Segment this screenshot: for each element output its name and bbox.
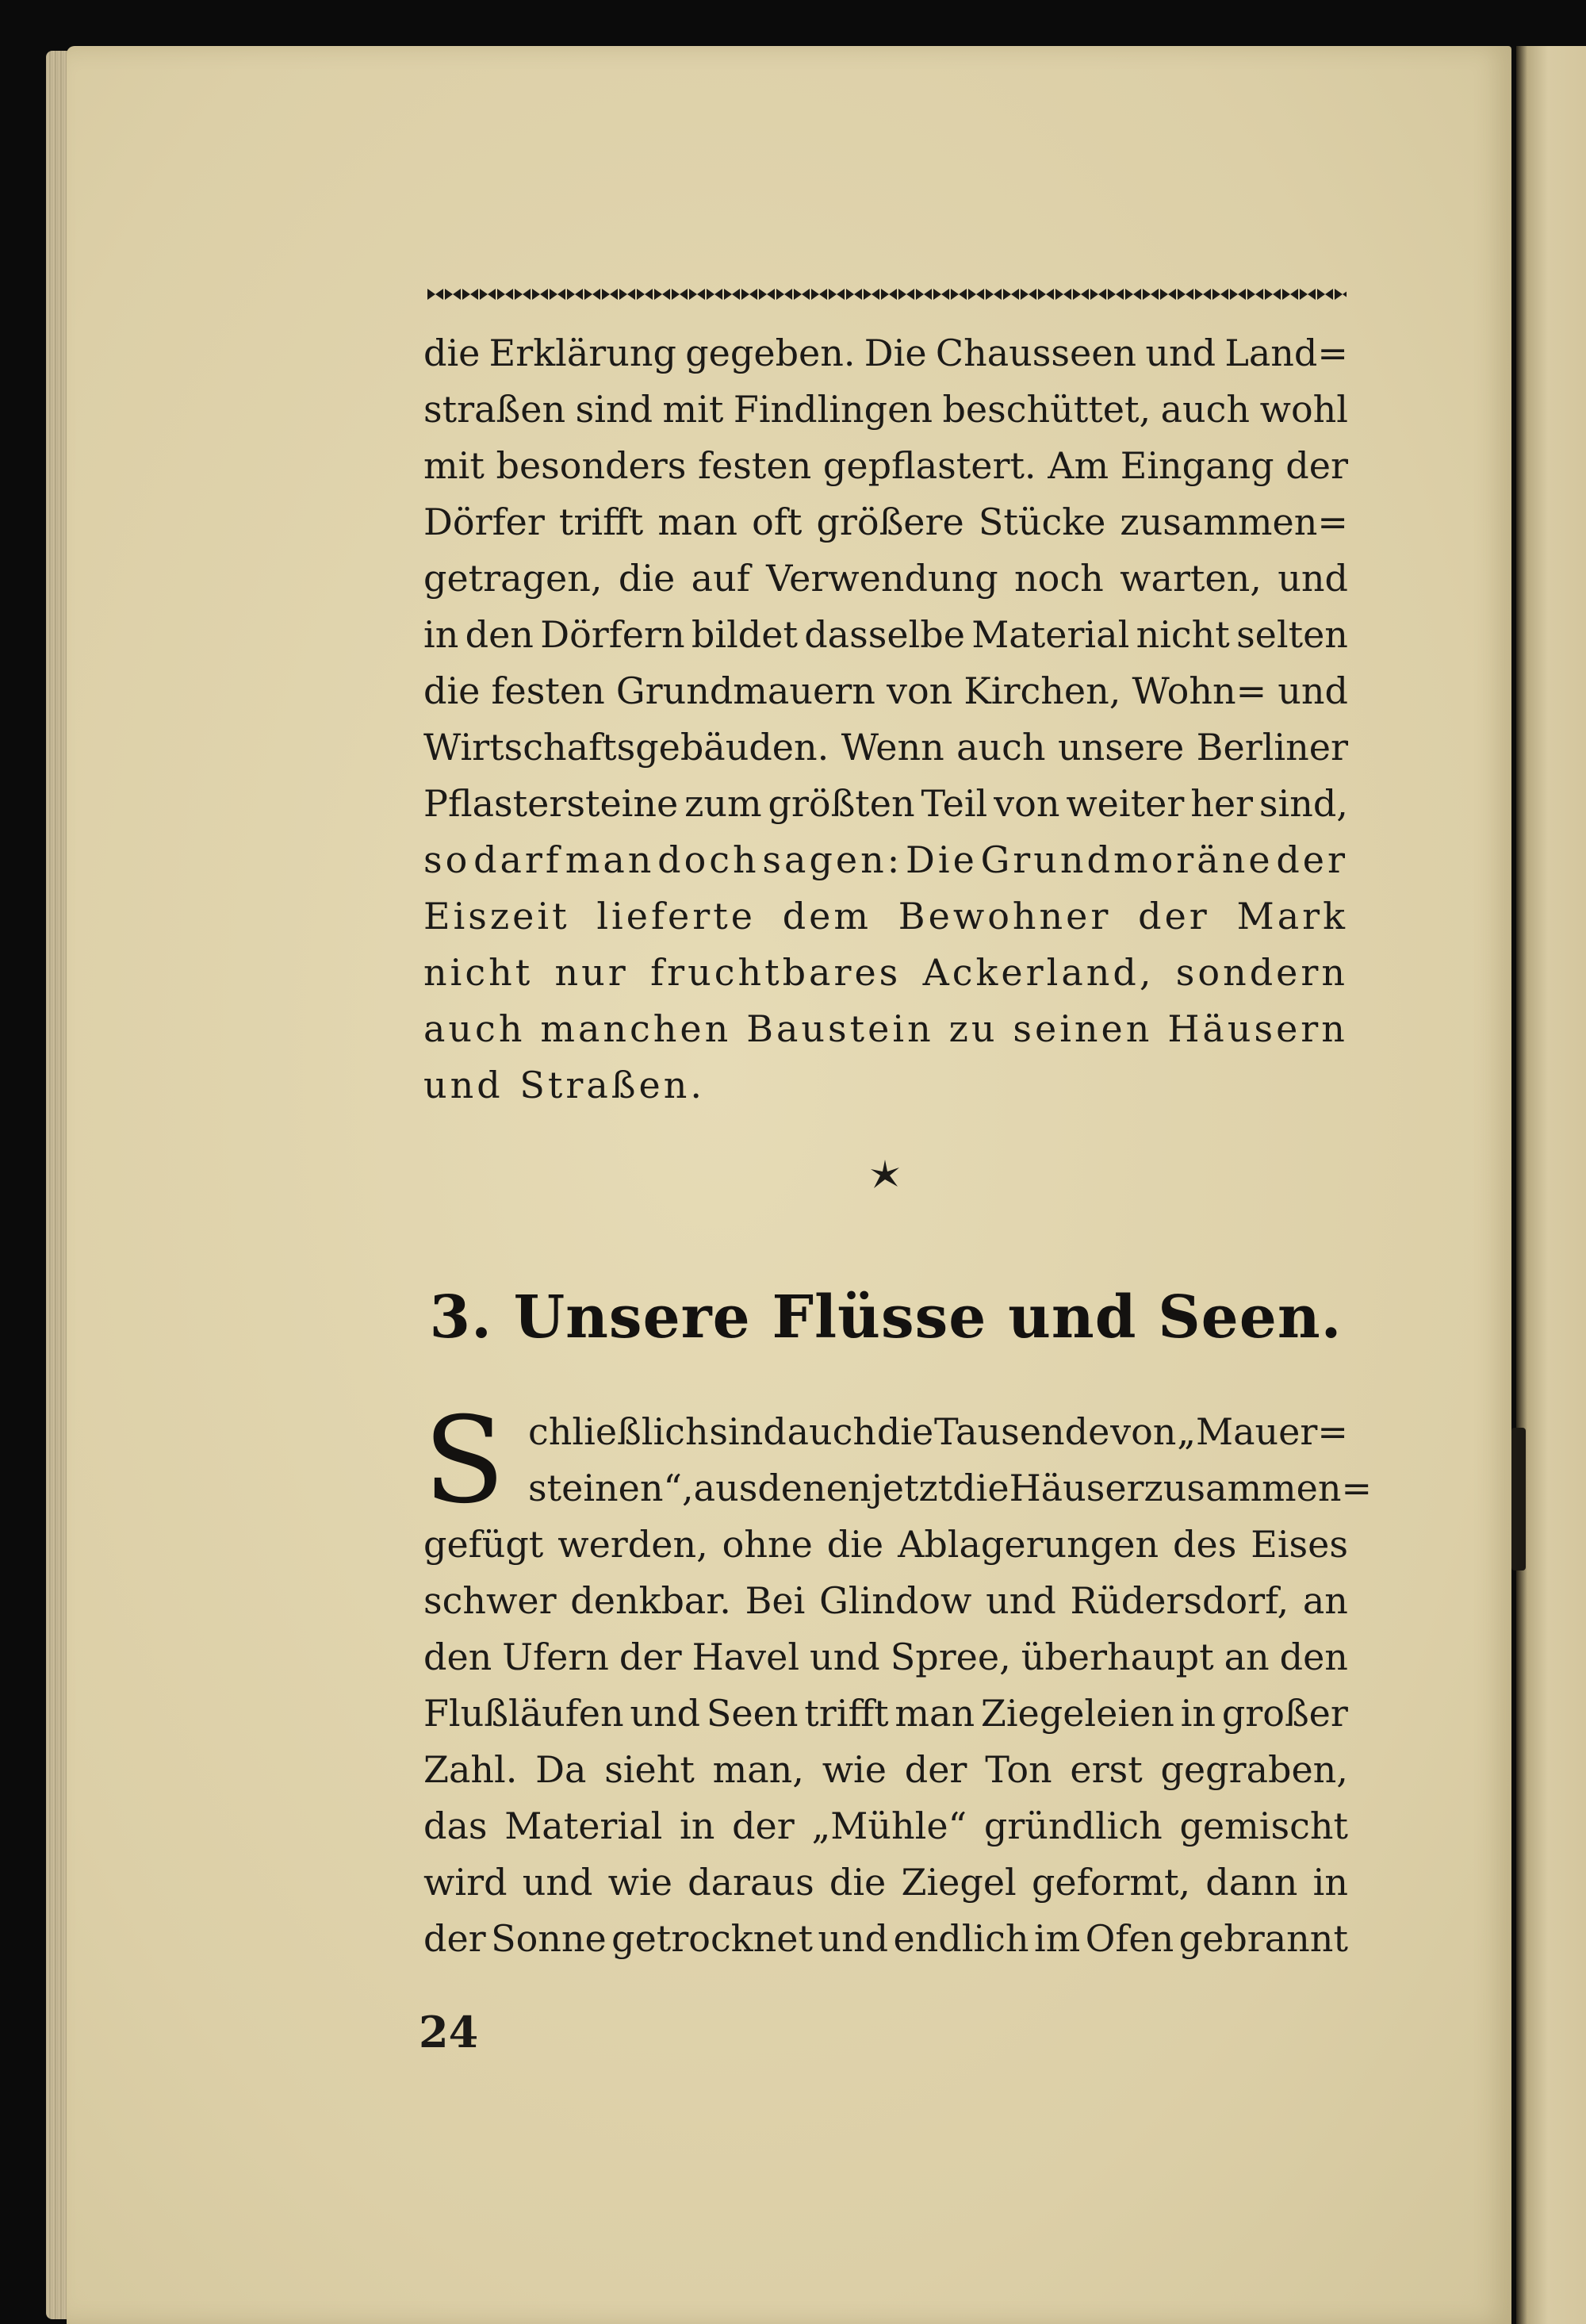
word: gepflastert. xyxy=(822,444,1036,487)
word: dann xyxy=(1205,1861,1298,1904)
word: noch xyxy=(1014,557,1104,600)
word: man xyxy=(895,1692,975,1735)
word: und xyxy=(810,1636,880,1678)
word: Grundmoräne xyxy=(980,838,1274,881)
word: wohl xyxy=(1259,388,1348,431)
word: Ufern xyxy=(502,1636,609,1678)
word: lieferte xyxy=(596,895,756,938)
word: Ackerland, xyxy=(922,951,1155,994)
text-line xyxy=(423,776,1348,832)
word: straßen xyxy=(423,388,566,431)
word: auch xyxy=(423,1007,526,1050)
word: denkbar. xyxy=(570,1579,731,1622)
word: des xyxy=(1173,1523,1237,1566)
word: der xyxy=(423,1917,486,1960)
word: bildet xyxy=(691,613,798,656)
word: getrocknet xyxy=(611,1917,813,1960)
word: man, xyxy=(712,1748,804,1791)
text-line xyxy=(423,494,1348,550)
word: endlich xyxy=(893,1917,1029,1960)
word: darf xyxy=(473,838,562,881)
word: und xyxy=(630,1692,701,1735)
word: besonders xyxy=(496,444,687,487)
word: gemischt xyxy=(1179,1804,1348,1847)
word: Zahl. xyxy=(423,1748,518,1791)
word: Bewohner xyxy=(898,895,1112,938)
word: daraus xyxy=(688,1861,814,1904)
word: mit xyxy=(423,444,485,487)
word: selten xyxy=(1236,613,1348,656)
text-line xyxy=(423,1573,1348,1629)
word: die xyxy=(423,669,481,712)
word: Eiszeit xyxy=(423,895,570,938)
section-paragraph xyxy=(423,1392,1373,1967)
word: sieht xyxy=(604,1748,695,1791)
drop-cap: S xyxy=(423,1392,505,1530)
word: überhaupt xyxy=(1021,1636,1214,1678)
word: Sonne xyxy=(491,1917,607,1960)
word: zu xyxy=(948,1007,998,1050)
page-number: 24 xyxy=(419,2007,479,2057)
word: Pflastersteine xyxy=(423,782,679,825)
word: von xyxy=(994,782,1060,825)
word: sondern xyxy=(1175,951,1348,994)
word: Tausende xyxy=(934,1410,1110,1453)
text-line xyxy=(423,1057,1348,1114)
text-line xyxy=(423,325,1348,382)
word: trifft xyxy=(558,500,644,543)
word: der xyxy=(1138,895,1210,938)
word: manchen xyxy=(540,1007,732,1050)
text-line xyxy=(528,1460,1373,1517)
word: Stücke xyxy=(978,500,1106,543)
word: wie xyxy=(822,1748,887,1791)
word: in xyxy=(423,613,459,656)
word: festen xyxy=(491,669,605,712)
word: fruchtbares xyxy=(650,951,902,994)
word: Havel xyxy=(691,1636,800,1678)
word: her xyxy=(1190,782,1254,825)
word: die xyxy=(952,1467,1009,1509)
word: und xyxy=(818,1917,889,1960)
word: Baustein xyxy=(746,1007,934,1050)
word: ohne xyxy=(722,1523,813,1566)
word: und xyxy=(522,1861,593,1904)
bowtie-border-ornament xyxy=(427,287,1347,301)
word: der xyxy=(619,1636,682,1678)
word: gegraben, xyxy=(1160,1748,1348,1791)
word: dem xyxy=(782,895,872,938)
word: Da xyxy=(535,1748,587,1791)
facing-page-edge xyxy=(1516,46,1586,2324)
word: den xyxy=(465,613,534,656)
word: größten xyxy=(768,782,915,825)
text-line xyxy=(423,607,1348,663)
word: schwer xyxy=(423,1579,557,1622)
word: warten, xyxy=(1120,557,1262,600)
text-line xyxy=(423,1629,1348,1685)
word: geformt, xyxy=(1031,1861,1191,1904)
word: in xyxy=(1180,1692,1216,1735)
word: man xyxy=(565,838,655,881)
word: Wohn= xyxy=(1132,669,1267,712)
word: die xyxy=(618,557,676,600)
word: und xyxy=(1278,557,1348,600)
word: das xyxy=(423,1804,488,1847)
word: Ofen xyxy=(1085,1917,1174,1960)
word: und xyxy=(1145,332,1216,374)
text-line xyxy=(423,382,1348,438)
word: die xyxy=(423,332,481,374)
word: sagen: xyxy=(762,838,903,881)
word: seinen xyxy=(1013,1007,1153,1050)
text-line xyxy=(423,1517,1348,1573)
word: Findlingen xyxy=(733,388,933,431)
word: den xyxy=(1279,1636,1348,1678)
word: Rüdersdorf, xyxy=(1070,1579,1289,1622)
word: in xyxy=(680,1804,715,1847)
word: Eingang xyxy=(1120,444,1274,487)
word: den xyxy=(423,1636,492,1678)
word: auch xyxy=(1160,388,1251,431)
word: in xyxy=(1312,1861,1348,1904)
word: Material xyxy=(971,613,1130,656)
word: Flußläufen xyxy=(423,1692,624,1735)
word: so xyxy=(423,838,471,881)
section-heading: 3. Unsere Flüsse und Seen. xyxy=(429,1283,1343,1352)
text-line xyxy=(423,1798,1348,1854)
body-paragraph xyxy=(423,325,1348,1114)
text-line xyxy=(423,550,1348,607)
word: Mark xyxy=(1236,895,1348,938)
text-line xyxy=(423,1001,1348,1057)
word: steinen“, xyxy=(528,1467,694,1509)
word: sind xyxy=(709,1410,787,1453)
word: dasselbe xyxy=(804,613,965,656)
asterisk-star-icon xyxy=(868,1158,902,1193)
word: Material xyxy=(504,1804,663,1847)
word: mit xyxy=(662,388,724,431)
word: getragen, xyxy=(423,557,603,600)
word: Teil xyxy=(921,782,988,825)
word: gefügt xyxy=(423,1523,544,1566)
word: zum xyxy=(684,782,762,825)
word: nur xyxy=(554,951,629,994)
word: im xyxy=(1033,1917,1081,1960)
word: wie xyxy=(607,1861,672,1904)
word: Eises xyxy=(1251,1523,1348,1566)
word: und xyxy=(423,1064,504,1106)
word: Ablagerungen xyxy=(898,1523,1159,1566)
word: Berliner xyxy=(1196,726,1348,769)
word: Land= xyxy=(1224,332,1348,374)
word: Ziegel xyxy=(901,1861,1017,1904)
text-line xyxy=(423,832,1348,888)
word: doch xyxy=(657,838,760,881)
word: von xyxy=(1110,1410,1177,1453)
word: unsere xyxy=(1057,726,1185,769)
word: weiter xyxy=(1066,782,1185,825)
word: „Mauer= xyxy=(1177,1410,1348,1453)
word: festen xyxy=(698,444,812,487)
word: Am xyxy=(1048,444,1109,487)
word: sind, xyxy=(1258,782,1348,825)
word: von xyxy=(886,669,953,712)
word: gründlich xyxy=(983,1804,1163,1847)
word: auf xyxy=(691,557,750,600)
text-line xyxy=(423,663,1348,719)
word: die xyxy=(826,1523,884,1566)
word: aus xyxy=(693,1467,758,1509)
word: Dörfern xyxy=(540,613,685,656)
word: Dörfer xyxy=(423,500,545,543)
word: zusammen= xyxy=(1120,500,1348,543)
word: Straßen. xyxy=(519,1064,705,1106)
word: zusammen= xyxy=(1144,1467,1373,1509)
word: der xyxy=(1276,838,1348,881)
word: die xyxy=(829,1861,887,1904)
word: Häusern xyxy=(1167,1007,1348,1050)
binding-clip xyxy=(1511,1428,1526,1570)
word: der xyxy=(1285,444,1348,487)
word: Seen xyxy=(706,1692,799,1735)
word: auch xyxy=(956,726,1046,769)
word: gegeben. xyxy=(685,332,856,374)
word: Erklärung xyxy=(488,332,676,374)
word: Ziegeleien xyxy=(980,1692,1174,1735)
text-line xyxy=(423,1685,1348,1742)
word: und xyxy=(1278,669,1348,712)
word: Glindow xyxy=(819,1579,972,1622)
word: der xyxy=(732,1804,795,1847)
word: Kirchen, xyxy=(963,669,1121,712)
word: trifft xyxy=(804,1692,889,1735)
word: Verwendung xyxy=(766,557,998,600)
word: wird xyxy=(423,1861,508,1904)
word: Die xyxy=(864,332,927,374)
word: Wenn xyxy=(841,726,944,769)
text-line xyxy=(528,1404,1348,1460)
text-line xyxy=(423,438,1348,494)
word: Chausseen xyxy=(935,332,1137,374)
word: denen xyxy=(757,1467,872,1509)
word: werden, xyxy=(557,1523,708,1566)
word: Die xyxy=(905,838,978,881)
word: gebrannt xyxy=(1178,1917,1348,1960)
text-line xyxy=(423,719,1348,776)
word: Wirtschaftsgebäuden. xyxy=(423,726,829,769)
word: jetzt xyxy=(871,1467,953,1509)
word: sind xyxy=(575,388,653,431)
word: Spree, xyxy=(890,1636,1011,1678)
word: beschüttet, xyxy=(942,388,1151,431)
word: erst xyxy=(1070,1748,1143,1791)
word: Grundmauern xyxy=(615,669,875,712)
word: Bei xyxy=(745,1579,806,1622)
word: auch xyxy=(787,1410,877,1453)
word: der xyxy=(904,1748,967,1791)
word: die xyxy=(876,1410,934,1453)
text-line xyxy=(423,888,1348,945)
text-line xyxy=(423,945,1348,1001)
text-line xyxy=(423,1854,1348,1911)
word: an xyxy=(1224,1636,1270,1678)
word: chließlich xyxy=(528,1410,709,1453)
word: an xyxy=(1302,1579,1348,1622)
text-line xyxy=(423,1742,1348,1798)
word: oft xyxy=(752,500,803,543)
word: und xyxy=(986,1579,1056,1622)
word: nicht xyxy=(1136,613,1230,656)
word: großer xyxy=(1221,1692,1348,1735)
word: Häuser xyxy=(1009,1467,1144,1509)
word: man xyxy=(657,500,738,543)
word: „Mühle“ xyxy=(811,1804,967,1847)
text-line xyxy=(423,1911,1348,1967)
word: Ton xyxy=(985,1748,1052,1791)
word: größere xyxy=(816,500,964,543)
word: nicht xyxy=(423,951,534,994)
